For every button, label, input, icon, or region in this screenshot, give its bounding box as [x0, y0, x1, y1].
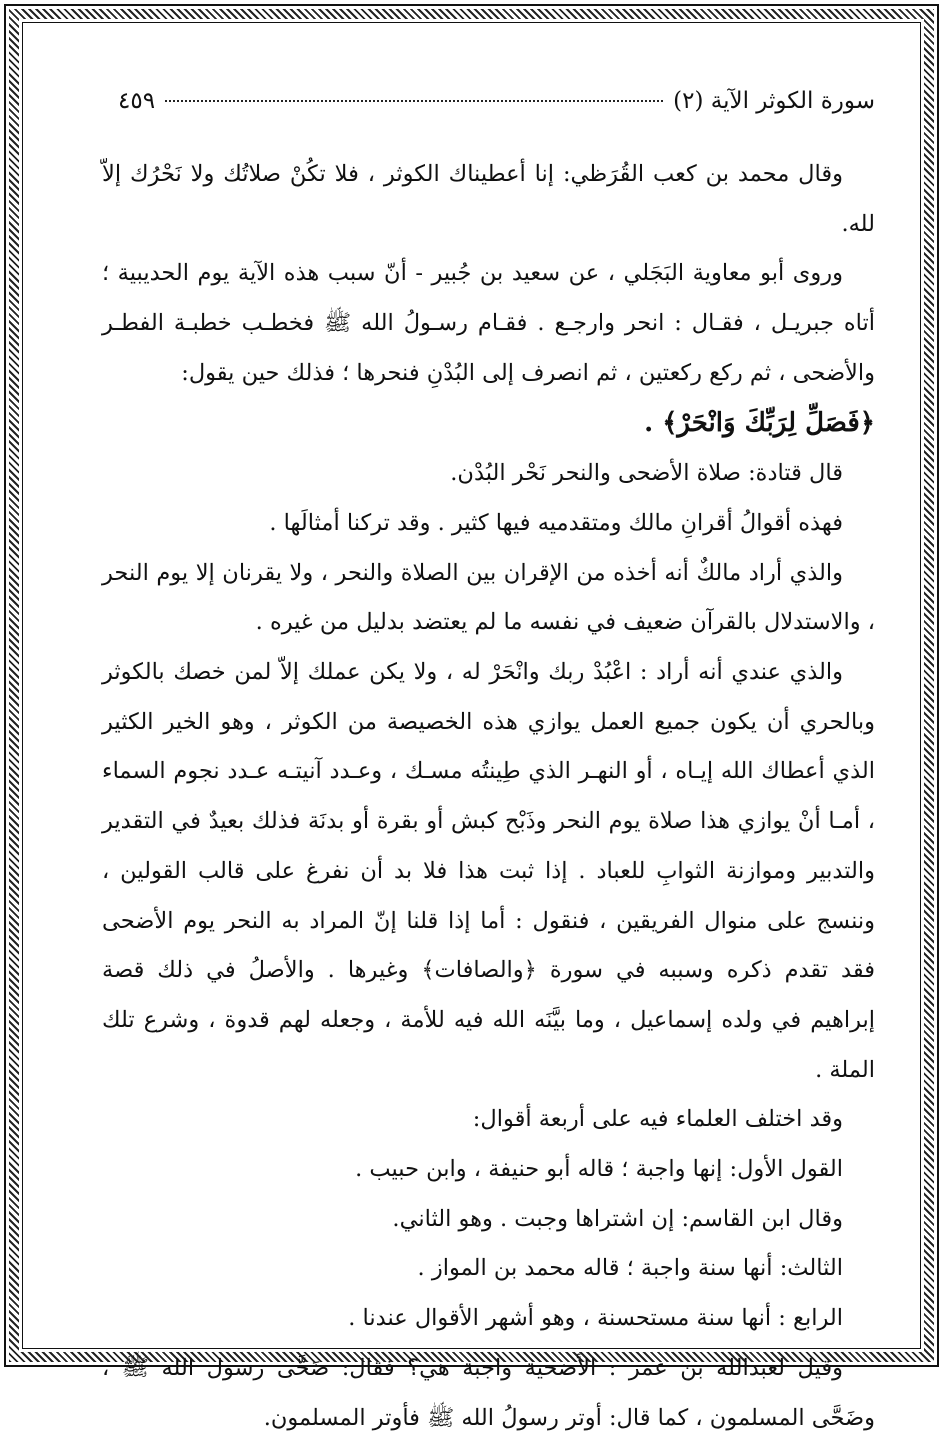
quran-verse-line: [102, 399, 875, 450]
quran-verse: ﴿فَصَلِّ لِرَبِّكَ وَانْحَرْ﴾ .: [644, 407, 875, 438]
paragraph: الثالث: أنها سنة واجبة ؛ قاله محمد بن المواز .: [417, 1255, 843, 1282]
page-number: ٤٥٩: [118, 88, 156, 114]
paragraph: القول الأول: إنها واجبة ؛ قاله أبو حنيفة ، وابن حبيب .: [355, 1156, 843, 1183]
paragraph: قال قتادة: صلاة الأضحى والنحر نَحْر البُدْن.: [450, 460, 843, 487]
paragraph: فهذه أقوالُ أقرانِ مالك ومتقدميه فيها كثير . وقد تركنا أمثالَها .: [269, 509, 843, 536]
paragraph: وروى أبو معاوية البَجَلي ، عن سعيد بن جُبير - أنّ سبب هذه الآية يوم الحديبية ؛ أتاه جبريـل ، فقـال : انحر وارجـع . فقـام رسـولُ الله ﷺ فخطـب خطبـة الفطـر والأضحى ، ثم ركع ركعتين ، ثم انصرف إلى البُدْنِ فنحرها ؛ فذلك حين يقول:: [102, 260, 875, 386]
header-title: سورة الكوثر الآية (٢): [673, 88, 875, 114]
paragraph: وقال ابن القاسم: إن اشتراها وجبت . وهو الثاني.: [392, 1205, 843, 1232]
body-text: [102, 150, 875, 1443]
paragraph: وقال محمد بن كعب القُرَظي: إنا أعطيناك الكوثر ، فلا تكُنْ صلاتُك ولا نَحْرُك إلاّ لله.: [102, 161, 875, 237]
paragraph: الرابع : أنها سنة مستحسنة ، وهو أشهر الأقوال عندنا .: [348, 1305, 843, 1332]
running-header: [118, 88, 875, 120]
paragraph: وقيل لعبدالله بن عمر : الأضحية واجبة هي؟ فقال: ضَحَّى رسول الله ﷺ ، وضَحَّى المسلمون ، كما قال: أوتر رسولُ الله ﷺ فأوتر المسلمون.: [102, 1354, 875, 1431]
paragraph: والذي أراد مالكٌ أنه أخذه من الإقران بين الصلاة والنحر ، ولا يقرنان إلا يوم النحر ، والاستدلال بالقرآن ضعيف في نفسه ما لم يعتضد بدليل من غيره .: [102, 559, 875, 636]
header-leader-dots: [165, 100, 663, 102]
paragraph: والذي عندي أنه أراد : اعْبُدْ ربك وانْحَرْ له ، ولا يكن عملك إلاّ لمن خصك بالكوثر وبالحري أن يكون جميع العمل يوازي هذه الخصيصة من الكوثر ، وهو الخير الكثير الذي أعطاك الله إيـاه ، أو النهـر الذي طِينتُه مسـك ، وعـدد آنيتـه عـدد نجوم السماء ، أمـا أنْ يوازي هذا صلاة يوم النحر وذَبْح كبش أو بقرة أو بدنَة فذلك بعيدٌ في التقدير والتدبير وموازنة الثوابِ للعباد . إذا ثبت هذا فلا بد أن نفرغ على قالب القولين ، وننسج على منوال الفريقين ، فنقول : أما إذا قلنا إنّ المراد به النحر يوم الأضحى فقد تقدم ذكره وسببه في سورة ﴿والصافات﴾ وغيرها . والأصلُ في ذلك قصة إبراهيم في ولده إسماعيل ، وما بيَّنَه الله فيه للأمة ، وجعله لهم قدوة ، وشرع تلك الملة .: [102, 659, 875, 1083]
paragraph: وقد اختلف العلماء فيه على أربعة أقوال:: [472, 1106, 843, 1133]
